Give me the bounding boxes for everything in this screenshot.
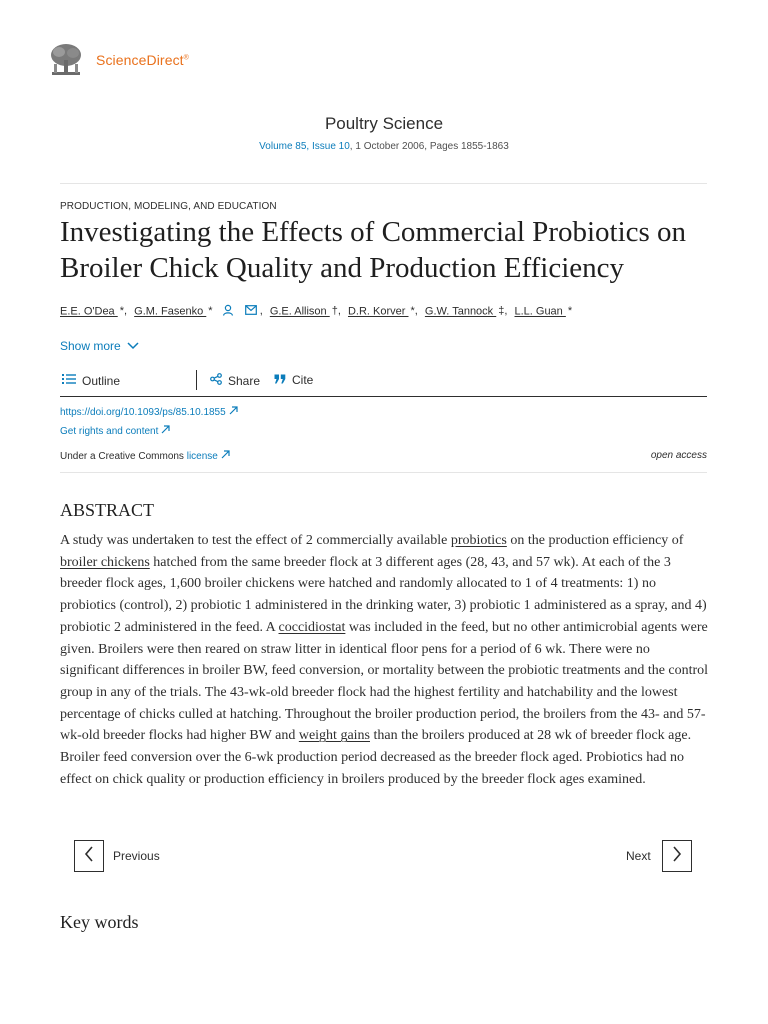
previous-label[interactable]: Previous bbox=[113, 849, 160, 863]
author-link[interactable]: E.E. O'Dea bbox=[60, 305, 118, 318]
author-affiliation-mark: * bbox=[567, 305, 573, 318]
author-link[interactable]: L.L. Guan bbox=[514, 305, 566, 318]
topic-link-broiler-chickens[interactable]: broiler chickens bbox=[60, 554, 150, 570]
rights-text: Get rights and content bbox=[60, 425, 159, 437]
abstract-segment: A study was undertaken to test the effect of 2 commercially available bbox=[60, 533, 451, 548]
abstract-segment: on the production efficiency of bbox=[506, 533, 684, 548]
rights-link[interactable] bbox=[60, 425, 170, 437]
share-button[interactable] bbox=[210, 373, 260, 388]
topic-link-weight-gains[interactable]: weight gains bbox=[298, 728, 370, 744]
external-link-icon bbox=[221, 451, 230, 462]
author-list: E.E. O'Dea *, G.M. Fasenko * , G.E. Allison †, D.R. Korver *, G.W. Tannock ‡, L.L. Guan * bbox=[60, 305, 573, 318]
license-line bbox=[60, 450, 230, 462]
chevron-right-icon bbox=[672, 846, 682, 867]
sciencedirect-logo[interactable] bbox=[96, 52, 189, 68]
outline-label: Outline bbox=[82, 373, 121, 388]
meta-divider bbox=[60, 472, 707, 473]
author-link[interactable]: G.W. Tannock bbox=[424, 305, 497, 318]
quote-icon bbox=[274, 373, 286, 387]
topic-link-probiotics[interactable]: probiotics bbox=[450, 533, 507, 548]
person-icon[interactable] bbox=[222, 304, 234, 319]
header-divider bbox=[60, 183, 707, 184]
brand-name: ScienceDirect bbox=[96, 52, 184, 68]
date-pages: , 1 October 2006, Pages 1855-1863 bbox=[349, 141, 509, 152]
external-link-icon bbox=[229, 406, 238, 418]
external-link-icon bbox=[161, 425, 170, 437]
chevron-down-icon bbox=[127, 339, 139, 353]
license-link[interactable]: license bbox=[186, 451, 218, 462]
show-more-label: Show more bbox=[60, 339, 121, 353]
author-affiliation-mark: † bbox=[331, 305, 338, 318]
outline-button[interactable] bbox=[62, 373, 120, 388]
elsevier-tree-logo-icon[interactable] bbox=[48, 42, 84, 78]
article-title: Investigating the Effects of Commercial Probiotics on Broiler Chick Quality and Production Efficiency bbox=[60, 216, 687, 284]
license-prefix: Under a Creative Commons bbox=[60, 451, 187, 462]
volume-line bbox=[0, 141, 768, 152]
show-more-button[interactable] bbox=[60, 339, 139, 353]
doi-text: https://doi.org/10.1093/ps/85.10.1855 bbox=[60, 406, 226, 418]
author-affiliation-mark: * bbox=[410, 305, 415, 318]
previous-button[interactable] bbox=[74, 840, 104, 872]
article-section-label: PRODUCTION, MODELING, AND EDUCATION bbox=[60, 201, 277, 212]
author-link[interactable]: D.R. Korver bbox=[347, 305, 409, 318]
abstract-segment: than the broilers produced at 28 wk of breeder flock age. Broiler feed conversion over the 6-wk production period decreased as the breeder flock aged. Probiotics had no effect on chick quality or production efficiency in broilers produced by the breeder flock ages examined. bbox=[60, 728, 692, 787]
chevron-left-icon bbox=[84, 846, 94, 867]
open-access-badge: open access bbox=[650, 450, 707, 461]
author-affiliation-mark: ‡ bbox=[498, 305, 505, 318]
doi-link[interactable] bbox=[60, 406, 238, 418]
author-link[interactable]: G.M. Fasenko bbox=[134, 305, 207, 318]
keywords-heading: Key words bbox=[60, 912, 139, 932]
next-button[interactable] bbox=[662, 840, 692, 872]
author-affiliation-mark: * bbox=[119, 305, 125, 318]
cite-button[interactable] bbox=[274, 373, 313, 387]
next-label[interactable]: Next bbox=[626, 849, 651, 863]
share-icon bbox=[210, 373, 222, 388]
abstract-heading: ABSTRACT bbox=[60, 500, 155, 520]
author-link[interactable]: G.E. Allison bbox=[269, 305, 330, 318]
abstract-segment: was included in the feed, but no other antimicrobial agents were given. Broilers were then reared on straw litter in identical floor pens for a period of 6 wk. There were no significant differences in broiler BW, feed conversion, or mortality between the probiotic treatments and the control group in any of the trials. The 43-wk-old breeder flock had the highest fertility and hatchability and the lowest percentage of chicks culled at hatching. Throughout the broiler production period, the broilers from the 43- and 57-wk-old breeder flocks had higher BW and bbox=[60, 619, 709, 744]
share-label: Share bbox=[228, 373, 261, 388]
article-toolbar bbox=[60, 368, 707, 397]
email-icon[interactable] bbox=[245, 305, 257, 318]
topic-link-coccidiostat[interactable]: coccidiostat bbox=[278, 619, 346, 635]
volume-issue-link[interactable]: Volume 85, Issue 10 bbox=[259, 141, 350, 152]
brand-trademark: ® bbox=[183, 54, 189, 62]
cite-label: Cite bbox=[292, 373, 314, 387]
list-icon bbox=[62, 373, 76, 388]
abstract-text bbox=[60, 530, 710, 790]
author-affiliation-mark: * bbox=[208, 305, 213, 318]
journal-title[interactable]: Poultry Science bbox=[324, 114, 444, 133]
toolbar-divider bbox=[196, 370, 197, 390]
abstract-segment: hatched from the same breeder flock at 3 different ages (28, 43, and 57 wk). At each of the 3 breeder flock ages, 1,600 broiler chickens were hatched and randomly allocated to 1 of 4 treatments: 1) no probiotics (control), 2) probiotic 1 administered in the drinking water, 3) probiotic 1 administered as a spray, and 4) probiotic 2 administered in the feed. A bbox=[60, 554, 707, 635]
